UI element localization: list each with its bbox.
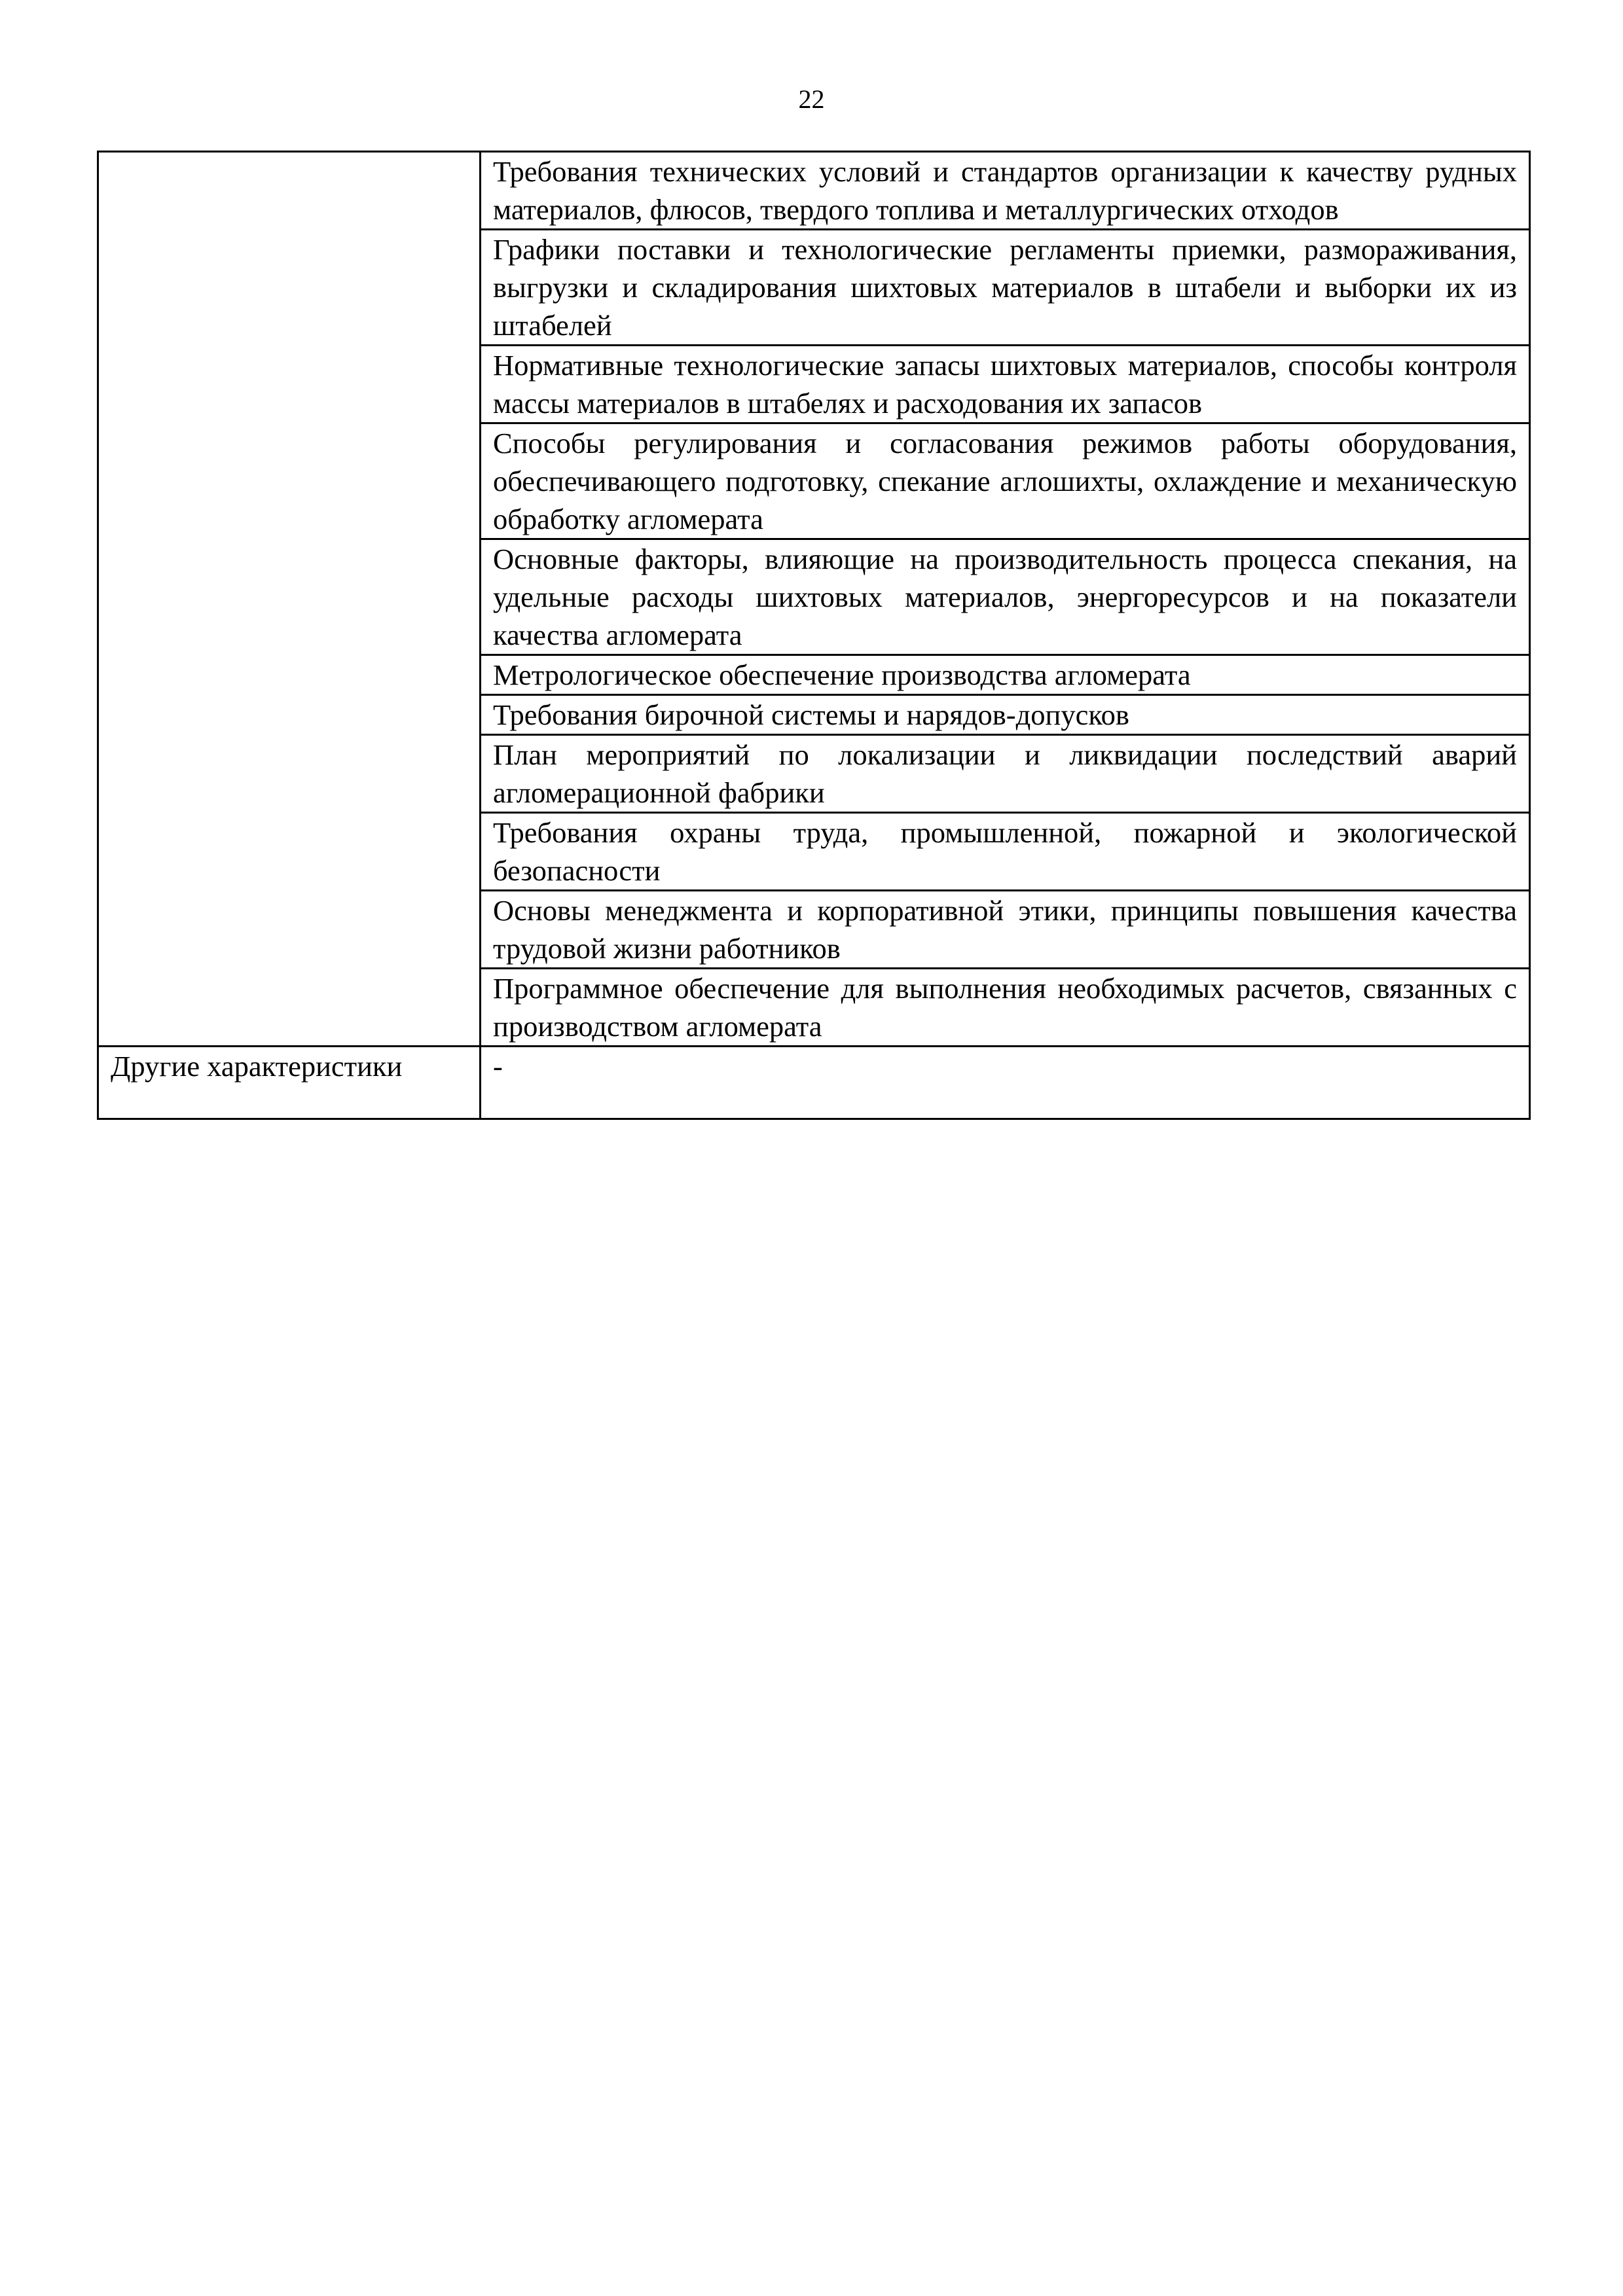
table-cell-empty-left bbox=[98, 152, 481, 1047]
page-number: 22 bbox=[798, 84, 825, 114]
other-characteristics-label: Другие характеристики bbox=[111, 1050, 403, 1083]
knowledge-item-text: Программное обеспечение для выполнения необходимых расчетов, связанных с производством агломерата bbox=[493, 972, 1517, 1043]
table-cell-knowledge-item bbox=[481, 539, 1530, 655]
table-row-other-characteristics bbox=[98, 1047, 1530, 1119]
table-cell-knowledge-item bbox=[481, 346, 1530, 423]
table-cell-knowledge-item bbox=[481, 969, 1530, 1047]
knowledge-item-text: Метрологическое обеспечение производства агломерата bbox=[493, 658, 1191, 691]
table-cell-knowledge-item bbox=[481, 152, 1530, 230]
other-characteristics-label-cell bbox=[98, 1047, 481, 1119]
knowledge-item-text: План мероприятий по локализации и ликвидации последствий аварий агломерационной фабрики bbox=[493, 738, 1517, 809]
knowledge-table bbox=[97, 151, 1531, 1120]
knowledge-item-text: Основные факторы, влияющие на производительность процесса спекания, на удельные расходы шихтовых материалов, энергоресурсов и на показатели качества агломерата bbox=[493, 543, 1517, 651]
knowledge-item-text: Основы менеджмента и корпоративной этики, принципы повышения качества трудовой жизни работников bbox=[493, 894, 1517, 965]
other-characteristics-value: - bbox=[493, 1050, 503, 1083]
knowledge-item-text: Нормативные технологические запасы шихтовых материалов, способы контроля массы материалов в штабелях и расходования их запасов bbox=[493, 349, 1517, 420]
other-characteristics-value-cell bbox=[481, 1047, 1530, 1119]
table-cell-knowledge-item bbox=[481, 423, 1530, 539]
table-row bbox=[98, 152, 1530, 230]
table-cell-knowledge-item bbox=[481, 655, 1530, 695]
table-cell-knowledge-item bbox=[481, 695, 1530, 735]
table-cell-knowledge-item bbox=[481, 813, 1530, 891]
knowledge-item-text: Требования охраны труда, промышленной, пожарной и экологической безопасности bbox=[493, 816, 1517, 887]
knowledge-item-text: Способы регулирования и согласования режимов работы оборудования, обеспечивающего подготовку, спекание аглошихты, охлаждение и механическую обработку агломерата bbox=[493, 427, 1517, 535]
table-cell-knowledge-item bbox=[481, 230, 1530, 346]
table-cell-knowledge-item bbox=[481, 735, 1530, 813]
knowledge-item-text: Требования технических условий и стандартов организации к качеству рудных материалов, флюсов, твердого топлива и металлургических отходов bbox=[493, 155, 1517, 226]
knowledge-item-text: Требования бирочной системы и нарядов-допусков bbox=[493, 698, 1129, 731]
table-cell-knowledge-item bbox=[481, 891, 1530, 969]
knowledge-item-text: Графики поставки и технологические регламенты приемки, размораживания, выгрузки и складирования шихтовых материалов в штабели и выборки их из штабелей bbox=[493, 233, 1517, 342]
